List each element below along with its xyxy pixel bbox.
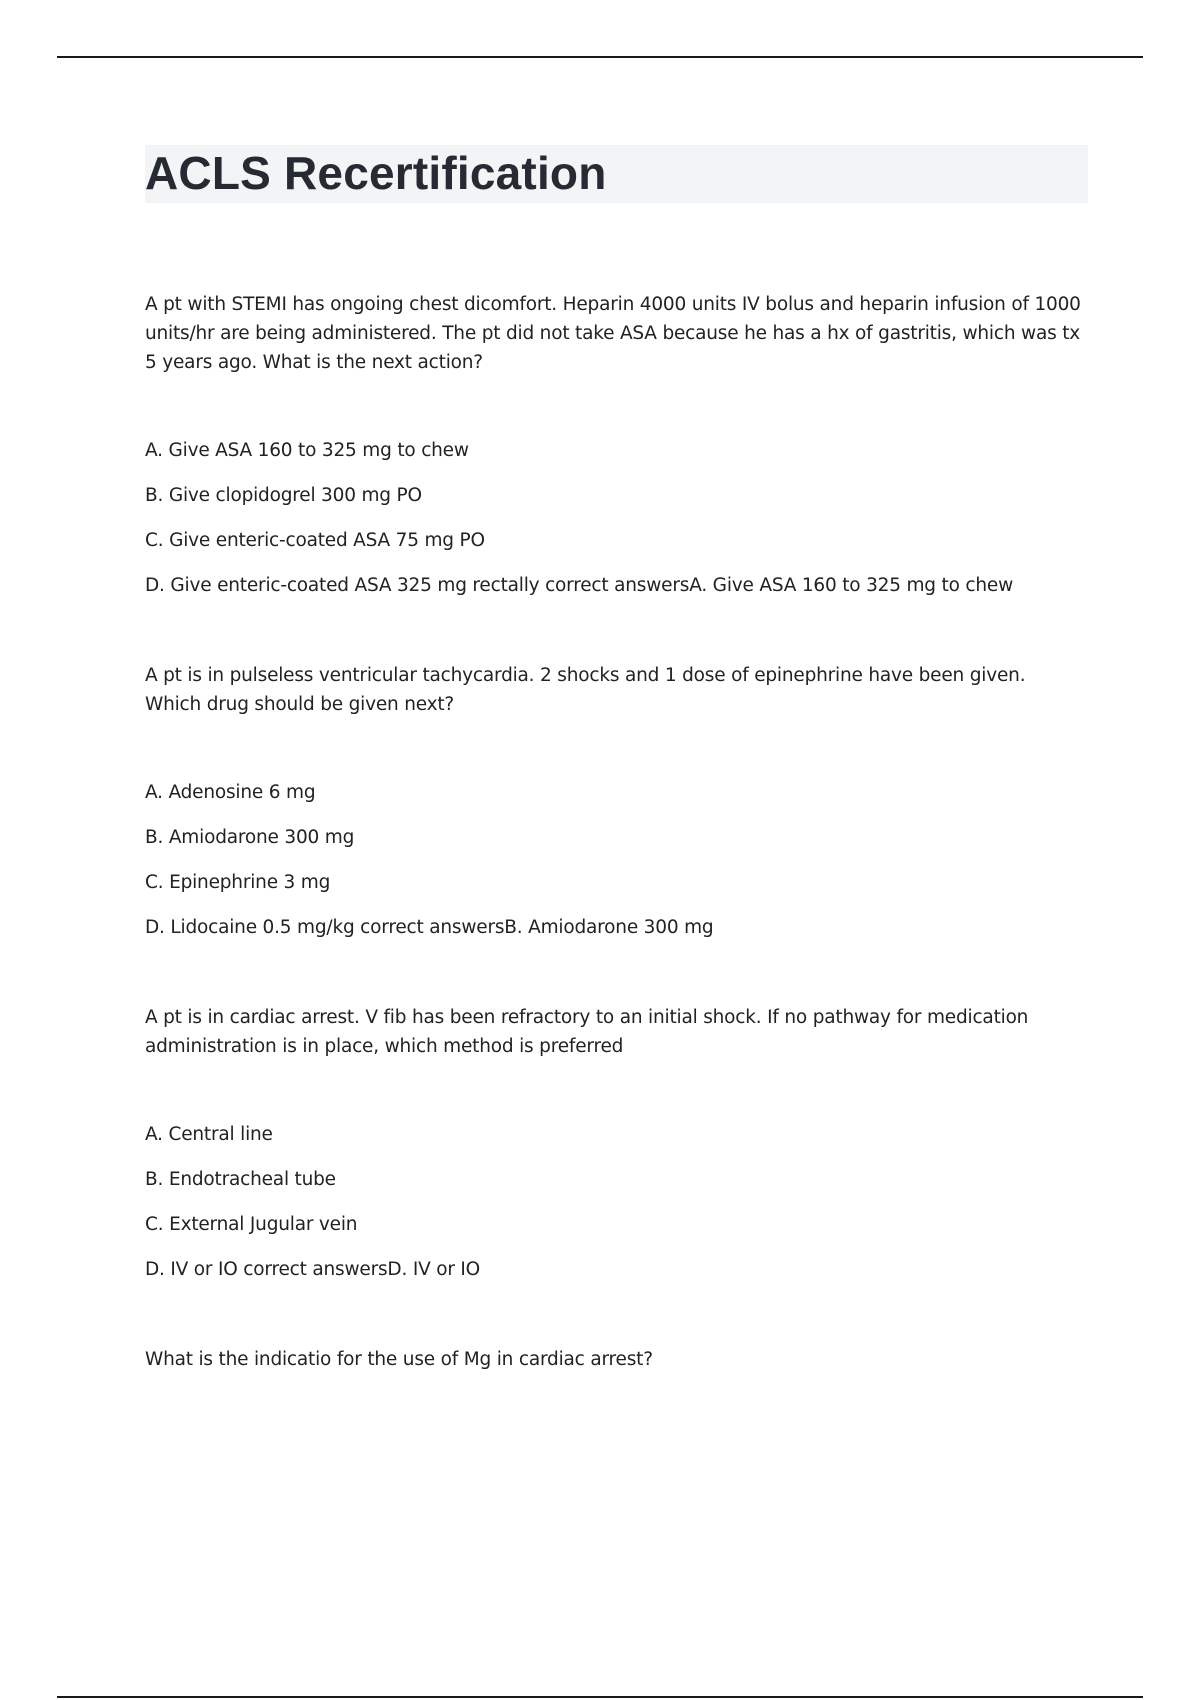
question-block [145, 661, 1085, 942]
answer-option: B. Give clopidogrel 300 mg PO [145, 485, 422, 506]
answer-option: B. Amiodarone 300 mg [145, 827, 355, 848]
answer-options [145, 436, 1085, 600]
answer-options [145, 778, 1085, 942]
question-text: A pt with STEMI has ongoing chest dicomfort. Heparin 4000 units IV bolus and heparin infusion of 1000 units/hr are being administered. The pt did not take ASA because he has a hx of gastritis, which was tx 5 years ago. What is the next action? [145, 294, 1081, 373]
document-body [145, 290, 1085, 1374]
question-block [145, 290, 1085, 600]
answer-option: A. Central line [145, 1124, 273, 1145]
question-block [145, 1003, 1085, 1284]
question-block [145, 1345, 1085, 1374]
answer-option: C. Epinephrine 3 mg [145, 872, 331, 893]
answer-options [145, 1120, 1085, 1284]
answer-option: D. IV or IO correct answersD. IV or IO [145, 1259, 481, 1280]
answer-option: D. Lidocaine 0.5 mg/kg correct answersB. Amiodarone 300 mg [145, 917, 714, 938]
question-text: A pt is in pulseless ventricular tachycardia. 2 shocks and 1 dose of epinephrine have been given. Which drug should be given next? [145, 665, 1026, 715]
answer-option: D. Give enteric-coated ASA 325 mg rectally correct answersA. Give ASA 160 to 325 mg to chew [145, 575, 1013, 596]
answer-option: A. Give ASA 160 to 325 mg to chew [145, 440, 469, 461]
answer-option: A. Adenosine 6 mg [145, 782, 316, 803]
answer-option: C. Give enteric-coated ASA 75 mg PO [145, 530, 485, 551]
page-title: ACLS Recertification [145, 147, 607, 199]
question-text: A pt is in cardiac arrest. V fib has been refractory to an initial shock. If no pathway for medication administration is in place, which method is preferred [145, 1007, 1029, 1057]
question-text: What is the indicatio for the use of Mg in cardiac arrest? [145, 1349, 653, 1370]
answer-option: C. External Jugular vein [145, 1214, 358, 1235]
bottom-divider [57, 1696, 1143, 1698]
top-divider [57, 56, 1143, 58]
answer-option: B. Endotracheal tube [145, 1169, 336, 1190]
